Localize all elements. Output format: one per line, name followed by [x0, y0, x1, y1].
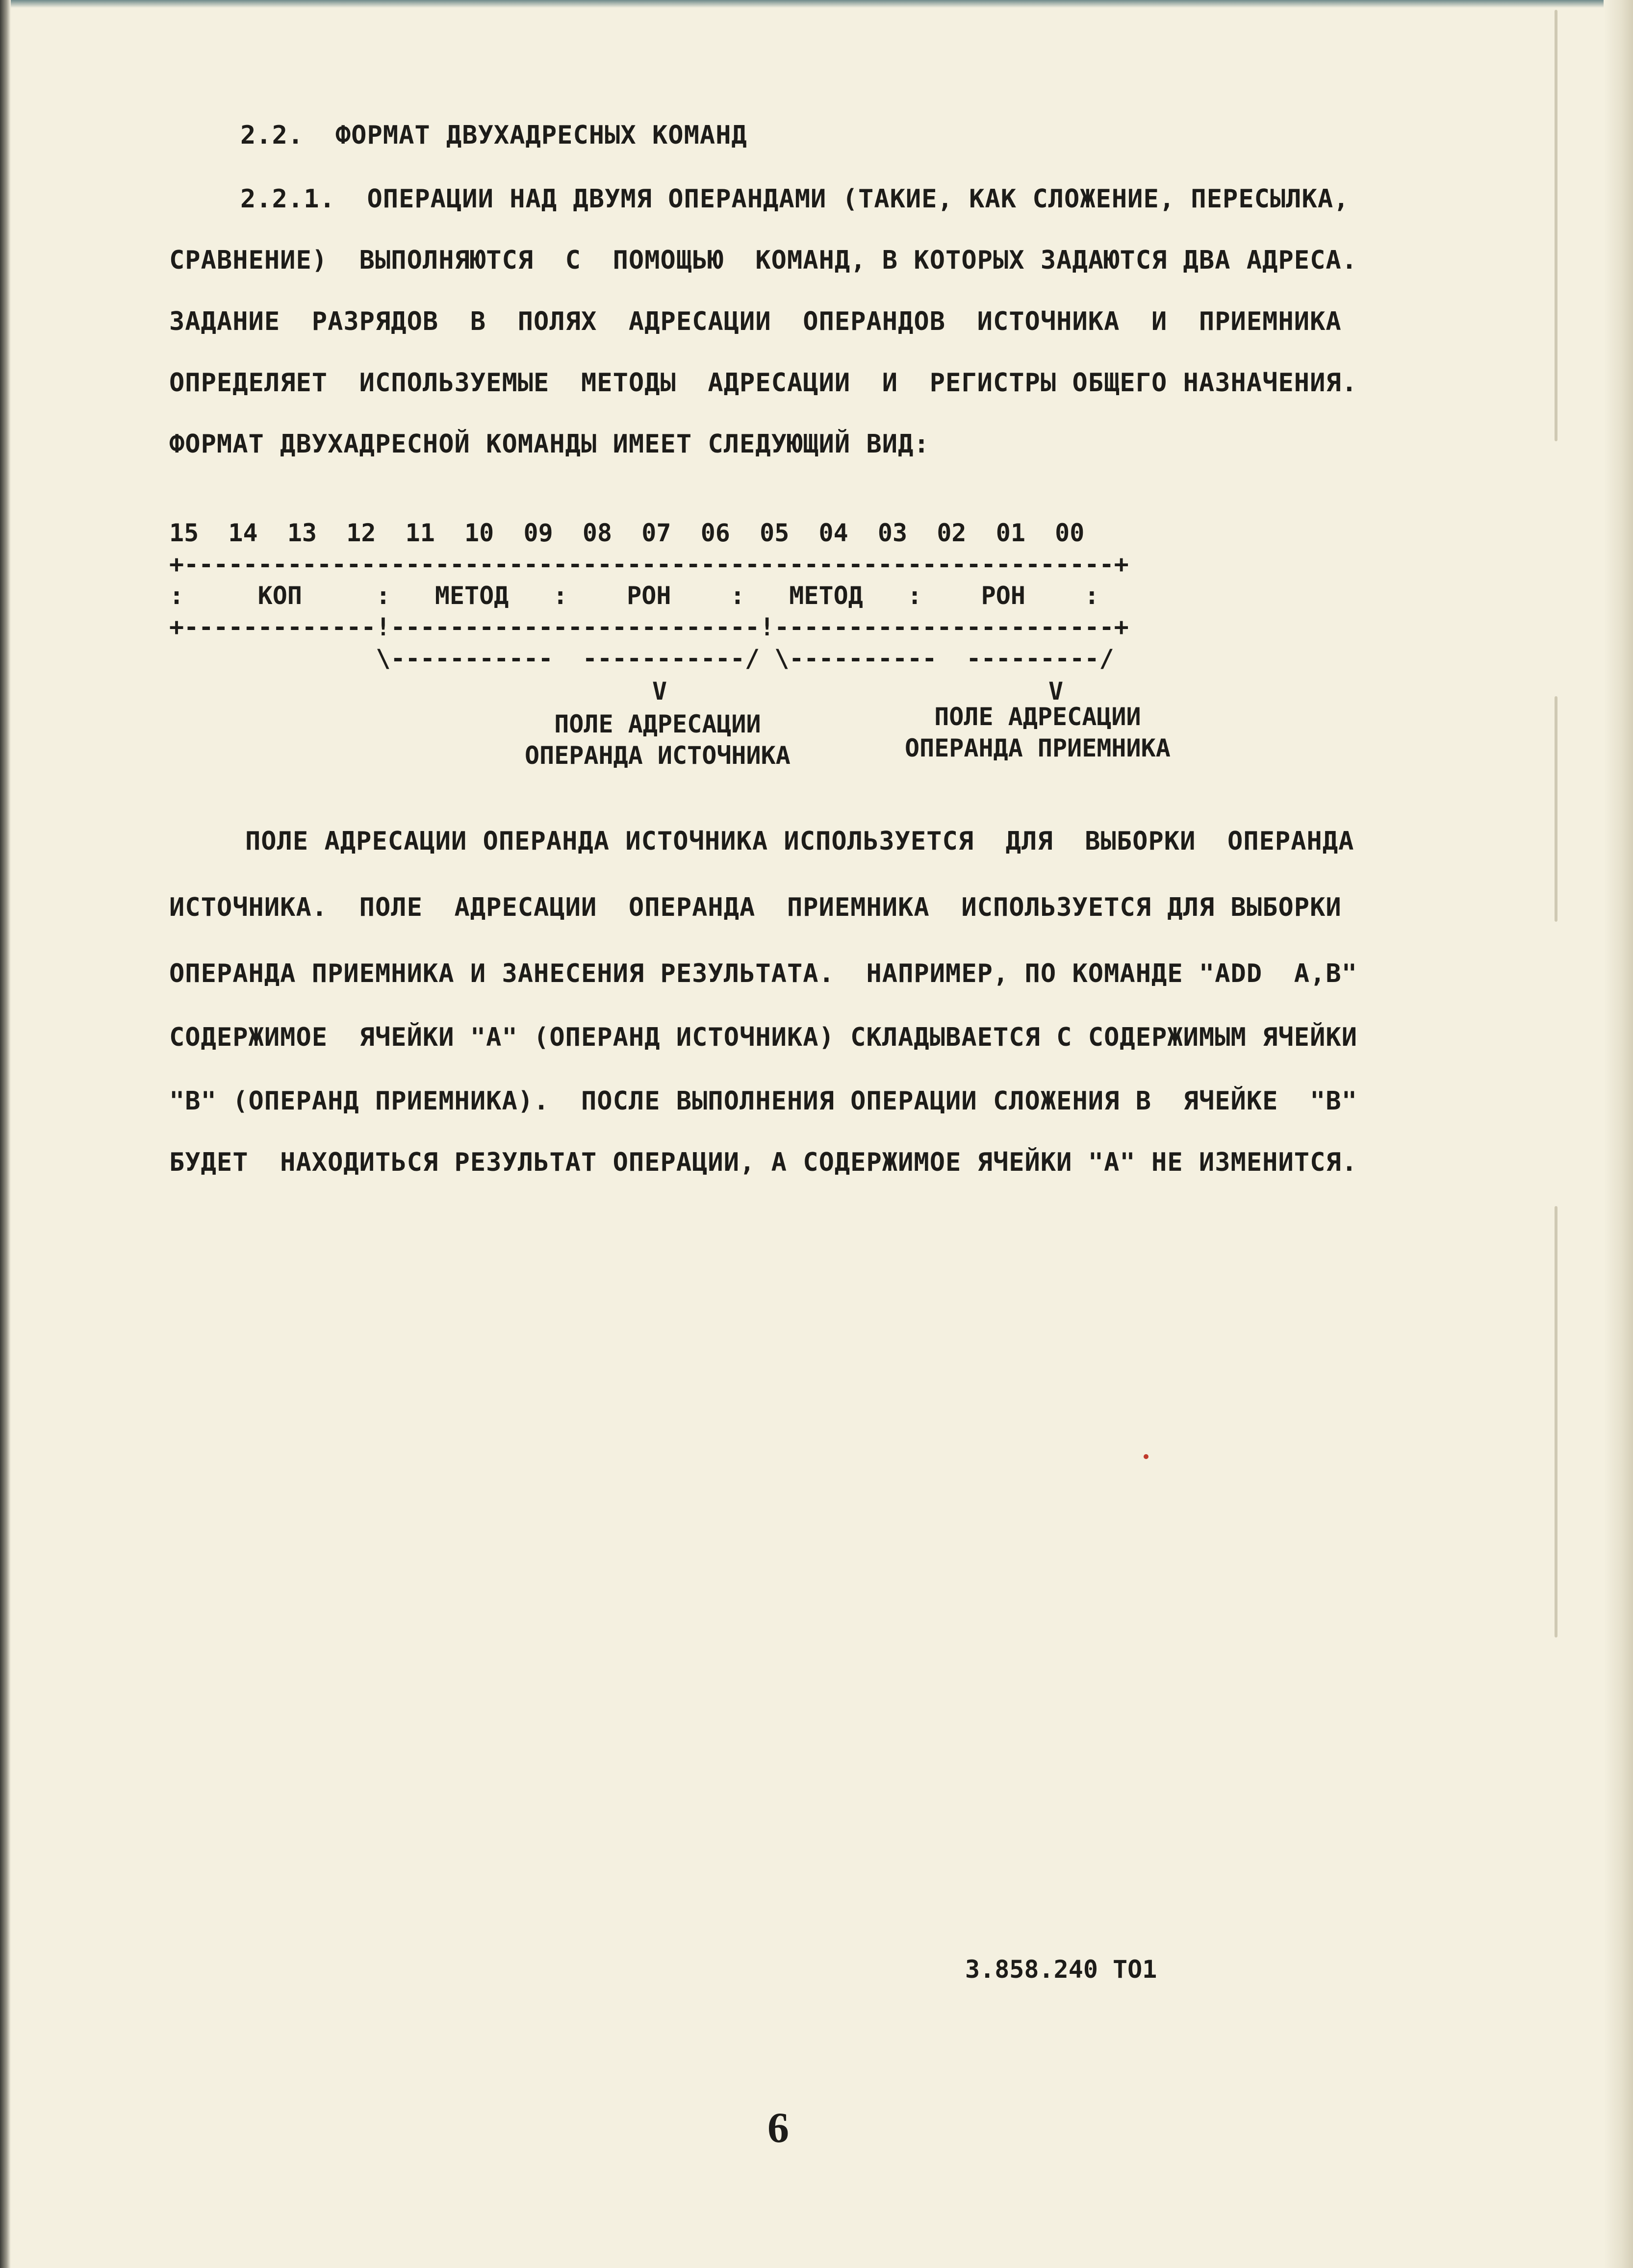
paragraph-line: ОПРЕДЕЛЯЕТ ИСПОЛЬЗУЕМЫЕ МЕТОДЫ АДРЕСАЦИИ И РЕГИСТРЫ ОБЩЕГО НАЗНАЧЕНИЯ. — [169, 368, 1357, 398]
dest-arrow: V — [1048, 677, 1064, 706]
page-top-edge — [0, 0, 1633, 8]
paragraph-line: ПОЛЕ АДРЕСАЦИИ ОПЕРАНДА ИСТОЧНИКА ИСПОЛЬЗУЕТСЯ ДЛЯ ВЫБОРКИ ОПЕРАНДА — [245, 827, 1354, 856]
ink-stain — [1144, 1454, 1148, 1459]
paragraph-line: ИСТОЧНИКА. ПОЛЕ АДРЕСАЦИИ ОПЕРАНДА ПРИЕМНИКА ИСПОЛЬЗУЕТСЯ ДЛЯ ВЫБОРКИ — [169, 893, 1342, 922]
page-left-edge — [0, 0, 11, 2268]
paragraph-line: ФОРМАТ ДВУХАДРЕСНОЙ КОМАНДЫ ИМЕЕТ СЛЕДУЮЩИЙ ВИД: — [169, 429, 930, 459]
bit-numbers-row: 15 14 13 12 11 10 09 08 07 06 05 04 03 02 01 00 — [169, 519, 1085, 547]
paragraph-line: СОДЕРЖИМОЕ ЯЧЕЙКИ "A" (ОПЕРАНД ИСТОЧНИКА) СКЛАДЫВАЕТСЯ С СОДЕРЖИМЫМ ЯЧЕЙКИ — [169, 1023, 1357, 1052]
paragraph-line: 2.2.1. ОПЕРАЦИИ НАД ДВУМЯ ОПЕРАНДАМИ (ТАКИЕ, КАК СЛОЖЕНИЕ, ПЕРЕСЫЛКА, — [240, 184, 1350, 214]
source-arrow: V — [652, 677, 667, 706]
diagram-border-mid: +-------------!-------------------------!-----------------------+ — [169, 613, 1129, 641]
dest-field-label: ПОЛЕ АДРЕСАЦИИ ОПЕРАНДА ПРИЕМНИКА — [905, 703, 1171, 762]
diagram-brace-row: \----------- -----------/ \---------- ---------/ — [169, 644, 1114, 673]
diagram-border-top: +---------------------------------------------------------------+ — [169, 550, 1129, 579]
diagram-fields-row: : КОП : МЕТОД : РОН : МЕТОД : РОН : — [169, 581, 1099, 610]
binding-perforation — [1555, 0, 1564, 2268]
paragraph-line: ОПЕРАНДА ПРИЕМНИКА И ЗАНЕСЕНИЯ РЕЗУЛЬТАТА. НАПРИМЕР, ПО КОМАНДЕ "ADD A,B" — [169, 959, 1357, 988]
document-code: 3.858.240 ТО1 — [965, 1955, 1157, 1984]
paragraph-line: ЗАДАНИЕ РАЗРЯДОВ В ПОЛЯХ АДРЕСАЦИИ ОПЕРАНДОВ ИСТОЧНИКА И ПРИЕМНИКА — [169, 307, 1342, 336]
paragraph-line: СРАВНЕНИЕ) ВЫПОЛНЯЮТСЯ С ПОМОЩЬЮ КОМАНД, В КОТОРЫХ ЗАДАЮТСЯ ДВА АДРЕСА. — [169, 246, 1357, 275]
page-right-edge — [1604, 0, 1633, 2268]
section-heading: 2.2. ФОРМАТ ДВУХАДРЕСНЫХ КОМАНД — [240, 121, 747, 150]
page-number: 6 — [767, 2104, 789, 2152]
instruction-format-diagram — [169, 517, 1129, 674]
source-field-label: ПОЛЕ АДРЕСАЦИИ ОПЕРАНДА ИСТОЧНИКА — [525, 710, 791, 770]
paragraph-line: БУДЕТ НАХОДИТЬСЯ РЕЗУЛЬТАТ ОПЕРАЦИИ, А СОДЕРЖИМОЕ ЯЧЕЙКИ "A" НЕ ИЗМЕНИТСЯ. — [169, 1148, 1357, 1177]
paragraph-line: "B" (ОПЕРАНД ПРИЕМНИКА). ПОСЛЕ ВЫПОЛНЕНИЯ ОПЕРАЦИИ СЛОЖЕНИЯ В ЯЧЕЙКЕ "B" — [169, 1086, 1357, 1116]
